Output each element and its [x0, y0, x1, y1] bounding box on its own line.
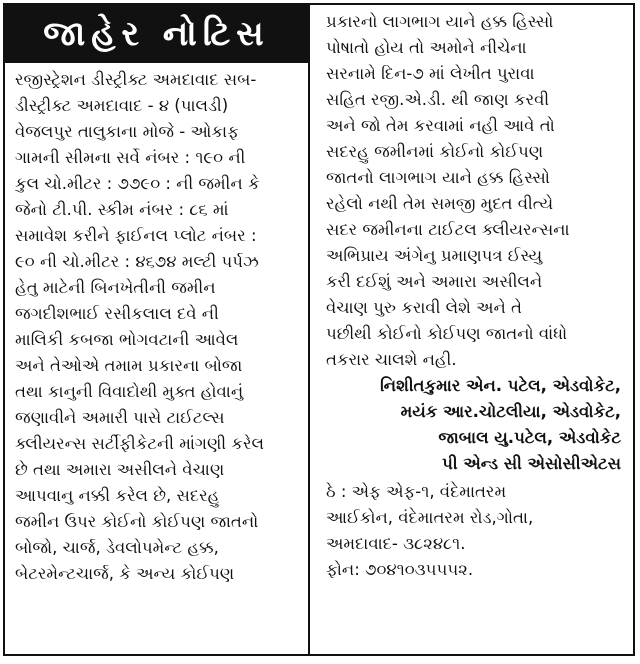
left-line: બેટરમેન્ટચાર્જ, કે અન્ય કોઈપણ	[15, 564, 235, 583]
public-notice	[3, 3, 635, 656]
address-line: આઈકોન, વંદેમાતરમ રોડ,ગોતા,	[326, 508, 534, 527]
right-line: તકરાર ચાલશે નહી.	[326, 350, 457, 369]
left-line: જગદીશભાઈ રસીકલાલ દવે ની	[15, 304, 219, 323]
address-line: ઠે : એફ એફ-૧, વંદેમાતરમ	[326, 482, 507, 501]
right-column	[310, 5, 633, 654]
left-line: ડીસ્ટ્રીક્ટ અમદાવાદ - ૪ (પાલડી)	[15, 96, 229, 115]
right-line: પછીથી કોઈનો કોઈપણ જાતનો વાંધો	[326, 324, 568, 343]
left-line: તથા કાનુની વિવાદોથી મુક્ત હોવાનું	[15, 382, 244, 401]
right-line: જાતનો લાગભાગ યાને હક્ક હિસ્સો	[326, 168, 550, 187]
left-line: ક્લીયરન્સ સર્ટીફીકેટની માંગણી કરેલ	[15, 434, 264, 453]
left-line: આપવાનુ નક્કી કરેલ છે, સદરહુ	[15, 486, 220, 505]
right-line: વેચાણ પુરુ કરાવી લેશે અને તે	[326, 298, 522, 317]
left-line: બોજો, ચાર્જ, ડેવલોપમેન્ટ હક્ક,	[15, 538, 219, 557]
notice-title: જાહેર નોટિસ	[5, 5, 308, 63]
left-line: જેનો ટી.પી. સ્કીમ નંબર : ૮૬ માં	[15, 200, 229, 219]
left-line: ગામની સીમના સર્વે નંબર : ૧૯૦ ની	[15, 148, 246, 167]
left-column	[5, 5, 310, 654]
left-line: કુલ ચો.મીટર : ૭૭૯૦ : ની જમીન કે	[15, 174, 260, 193]
address-line: અમદાવાદ- ૩૮૨૪૮૧.	[326, 534, 466, 553]
phone-line: ફોન: ૭૦૪૧૦૩૫૫૫૨.	[326, 560, 474, 579]
left-line: જણાવીને અમારી પાસે ટાઈટલ્સ	[15, 408, 225, 427]
right-line: સદરહુ જમીનમાં કોઈનો કોઈપણ	[326, 142, 544, 161]
right-line: રહેલો નથી તેમ સમજી મુદત વીત્યે	[326, 194, 554, 213]
right-line: પોષાતો હોય તો અમોને નીચેના	[326, 38, 527, 57]
left-body-text	[5, 63, 308, 587]
signatory-line: જાબાલ યુ.પટેલ, એડવોકેટ	[438, 428, 621, 447]
right-line: સરનામે દિન-૭ માં લેખીત પુરાવા	[326, 64, 535, 83]
left-line: સમાવેશ કરીને ફાઈનલ પ્લોટ નંબર :	[15, 226, 257, 245]
left-line: જમીન ઉપર કોઈનો કોઈપણ જાતનો	[15, 512, 259, 531]
address-block	[326, 479, 627, 583]
left-line: હેતુ માટેની બિનખેતીની જમીન	[15, 278, 216, 297]
left-line: છે તથા અમારા અસીલને વેચાણ	[15, 460, 225, 479]
right-line: સદર જમીનના ટાઈટલ ક્લીયરન્સના	[326, 220, 570, 239]
left-line: રજીસ્ટ્રેશન ડીસ્ટ્રીક્ટ અમદાવાદ સબ-	[15, 70, 257, 89]
right-line: સહિત રજી.એ.ડી. થી જાણ કરવી	[326, 90, 550, 109]
signatory-line: નિશીતકુમાર એન. પટેલ, એડવોકેટ,	[380, 376, 621, 395]
right-line: અભિપ્રાય અંગેનુ પ્રમાણપત્ર ઈસ્યુ	[326, 246, 543, 265]
left-line: ૯૦ ની ચો.મીટર : ૪૬૭૪ મલ્ટી પર્પઝ	[15, 252, 259, 271]
left-line: વેજલપુર તાલુકાના મોજે - ઓકાફ	[15, 122, 239, 141]
right-line: કરી દઈશું અને અમારા અસીલને	[326, 272, 543, 291]
signatory-line: મયંક આર.ચોટલીયા, એડવોકેટ,	[400, 402, 621, 421]
signatories	[326, 373, 627, 477]
left-line: માલિકી કબજા ભોગવટાની આવેલ	[15, 330, 239, 349]
right-line: પ્રકારનો લાગભાગ યાને હક્ક હિસ્સો	[326, 12, 554, 31]
left-line: અને તેઓએ તમામ પ્રકારના બોજા	[15, 356, 243, 375]
signatory-line: પી એન્ડ સી એસોસીએટસ	[442, 454, 621, 473]
right-line: અને જો તેમ કરવામાં નહી આવે તો	[326, 116, 555, 135]
